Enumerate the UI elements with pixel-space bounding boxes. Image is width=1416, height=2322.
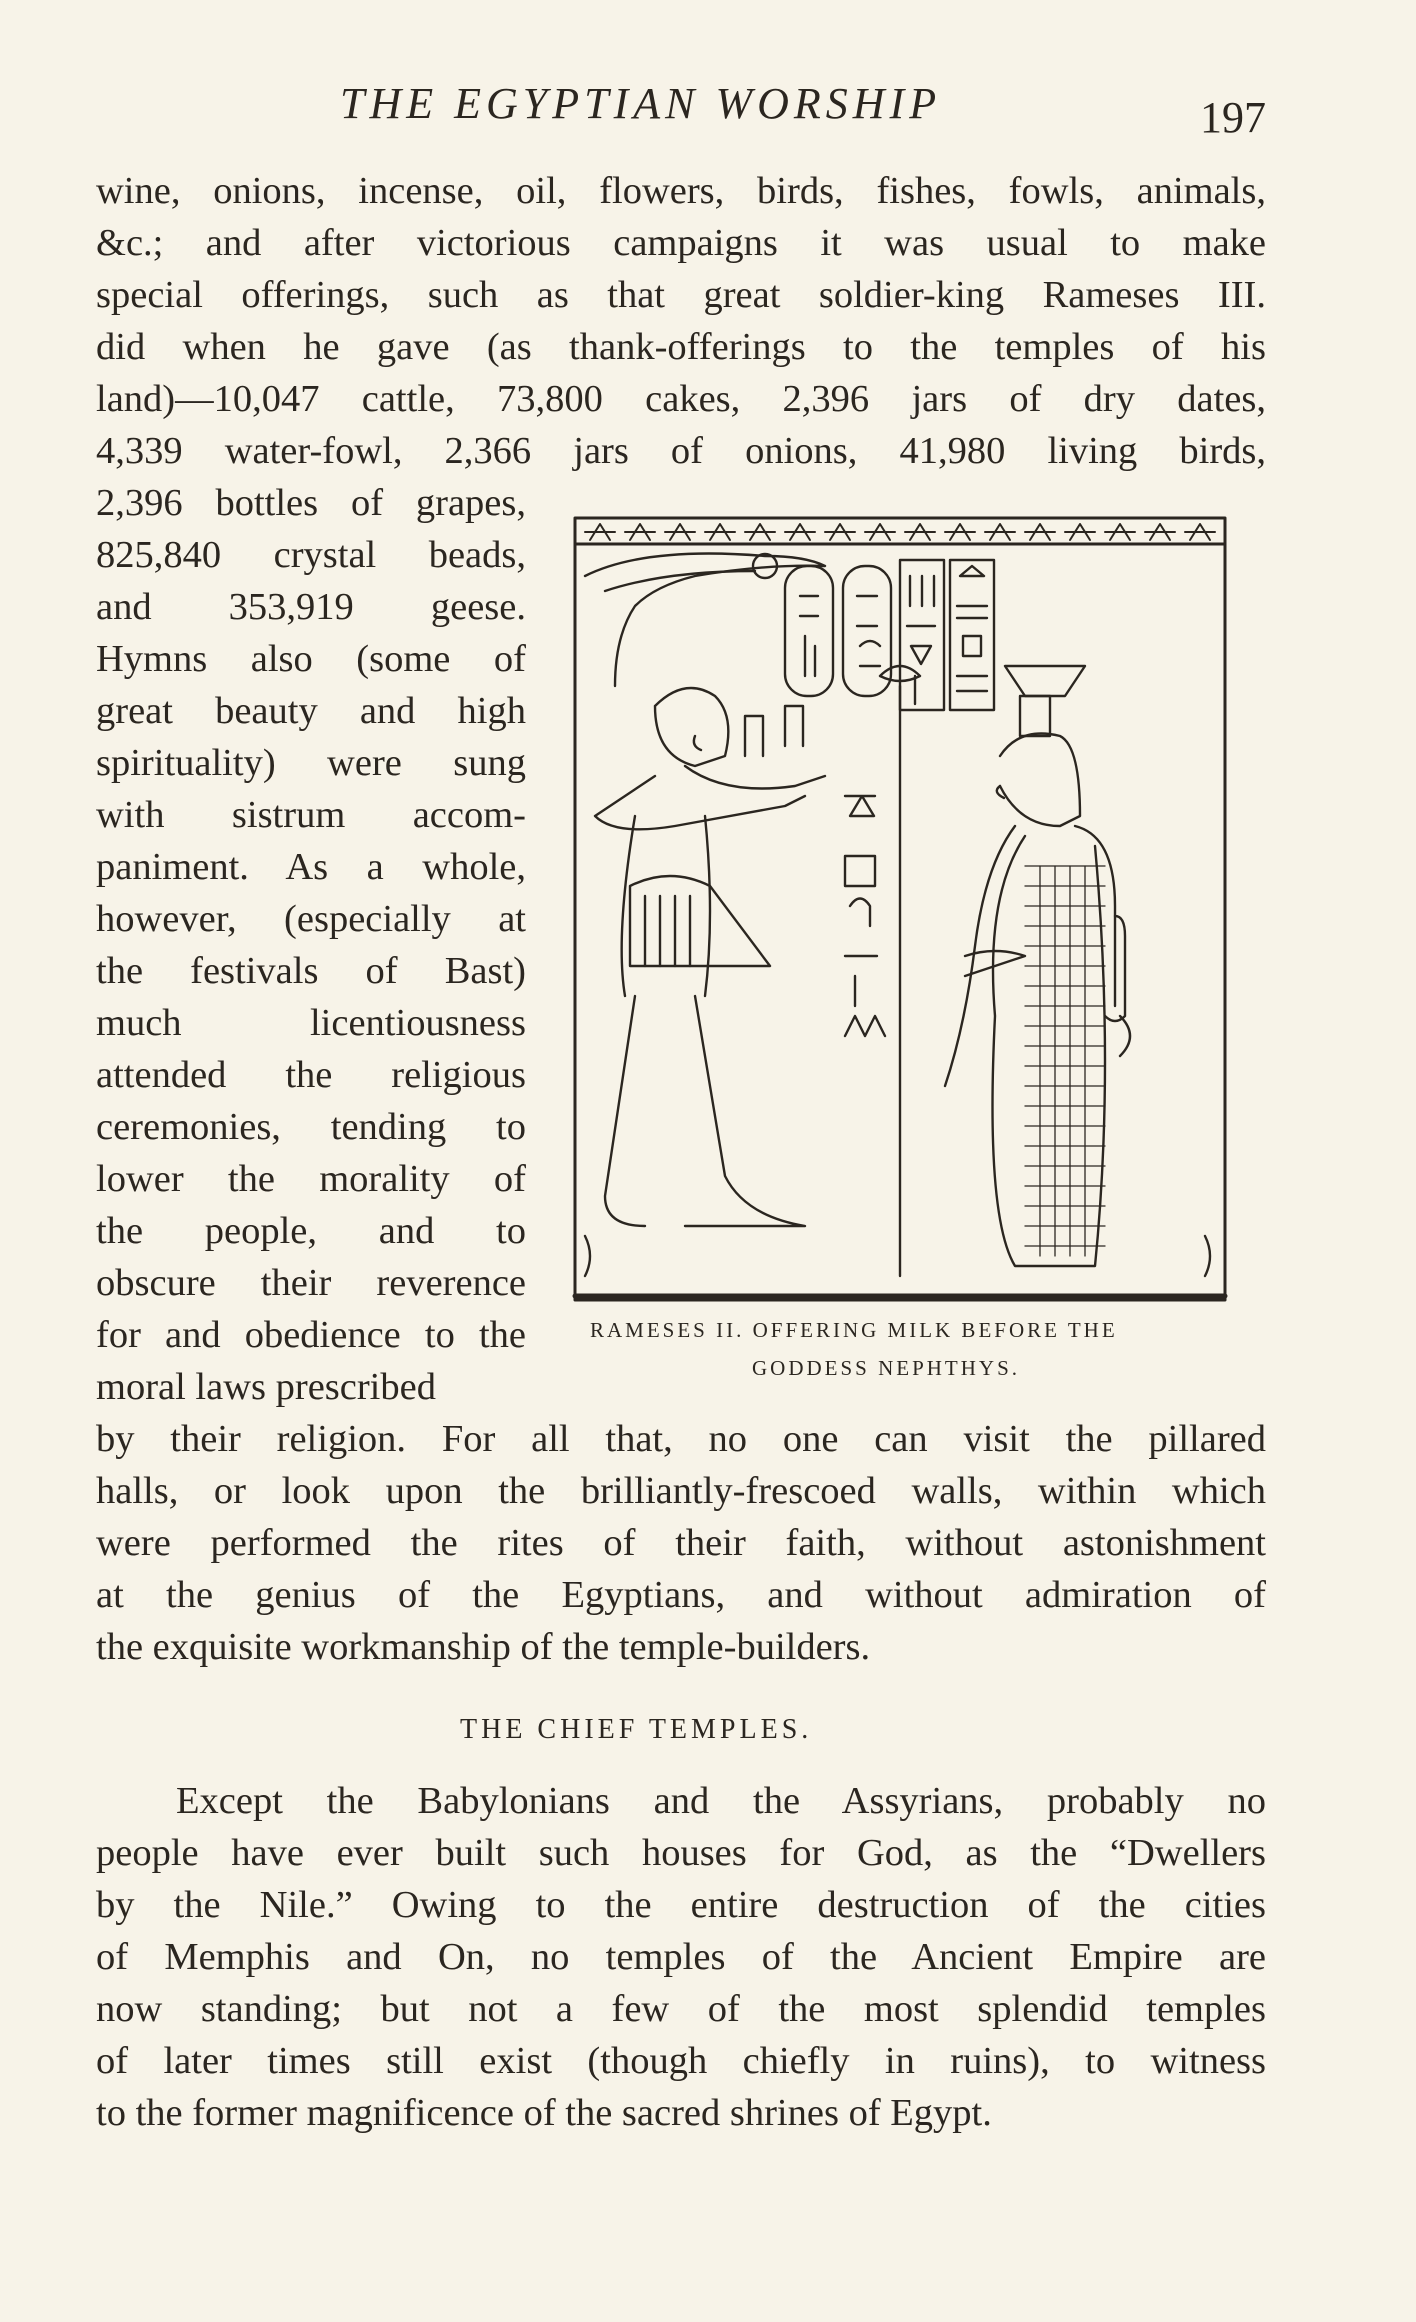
text-line: &c.; and after victorious campaigns it was usual to make: [96, 222, 1266, 264]
text-line: 825,840 crystal beads,: [96, 534, 526, 576]
text-line: by the Nile.” Owing to the entire destruction of the cities: [96, 1884, 1266, 1926]
text-line: the exquisite workmanship of the temple-builders.: [96, 1626, 871, 1668]
text-line: moral laws prescribed: [96, 1366, 436, 1408]
text-line: with sistrum accom-: [96, 794, 526, 836]
text-line: 2,396 bottles of grapes,: [96, 482, 526, 524]
text-line: to the former magnificence of the sacred shrines of Egypt.: [96, 2092, 992, 2134]
text-line: of Memphis and On, no temples of the Ancient Empire are: [96, 1936, 1266, 1978]
text-line: 4,339 water-fowl, 2,366 jars of onions, 41,980 living birds,: [96, 430, 1266, 472]
text-line: obscure their reverence: [96, 1262, 526, 1304]
text-line: now standing; but not a few of the most splendid temples: [96, 1988, 1266, 2030]
text-line: special offerings, such as that great soldier-king Rameses III.: [96, 274, 1266, 316]
text-line: however, (especially at: [96, 898, 526, 940]
text-line: spirituality) were sung: [96, 742, 526, 784]
text-line: at the genius of the Egyptians, and without admiration of: [96, 1574, 1266, 1616]
text-line: the people, and to: [96, 1210, 526, 1252]
running-title: THE EGYPTIAN WORSHIP: [340, 79, 942, 128]
page-number: 197: [1200, 93, 1266, 142]
figure-caption-line: GODDESS NEPHTHYS.: [752, 1356, 1021, 1380]
text-line: attended the religious: [96, 1054, 526, 1096]
text-line: the festivals of Bast): [96, 950, 526, 992]
section-heading: THE CHIEF TEMPLES.: [460, 1714, 813, 1745]
text-line: were performed the rites of their faith, without astonishment: [96, 1522, 1266, 1564]
text-line: Hymns also (some of: [96, 638, 526, 680]
text-line: much licentiousness: [96, 1002, 526, 1044]
text-line: wine, onions, incense, oil, flowers, birds, fishes, fowls, animals,: [96, 170, 1266, 212]
text-line: and 353,919 geese.: [96, 586, 526, 628]
figure-caption-line: RAMESES II. OFFERING MILK BEFORE THE: [590, 1318, 1118, 1342]
text-line: did when he gave (as thank-offerings to the temples of his: [96, 326, 1266, 368]
text-line: great beauty and high: [96, 690, 526, 732]
text-line: land)—10,047 cattle, 73,800 cakes, 2,396 jars of dry dates,: [96, 378, 1266, 420]
text-line: lower the morality of: [96, 1158, 526, 1200]
text-line: for and obedience to the: [96, 1314, 526, 1356]
text-line: people have ever built such houses for God, as the “Dwellers: [96, 1832, 1266, 1874]
relief-illustration: [545, 496, 1245, 1306]
text-line: by their religion. For all that, no one can visit the pillared: [96, 1418, 1266, 1460]
text-line: Except the Babylonians and the Assyrians, probably no: [176, 1780, 1266, 1822]
text-line: paniment. As a whole,: [96, 846, 526, 888]
text-line: halls, or look upon the brilliantly-frescoed walls, within which: [96, 1470, 1266, 1512]
text-line: of later times still exist (though chiefly in ruins), to witness: [96, 2040, 1266, 2082]
text-line: ceremonies, tending to: [96, 1106, 526, 1148]
